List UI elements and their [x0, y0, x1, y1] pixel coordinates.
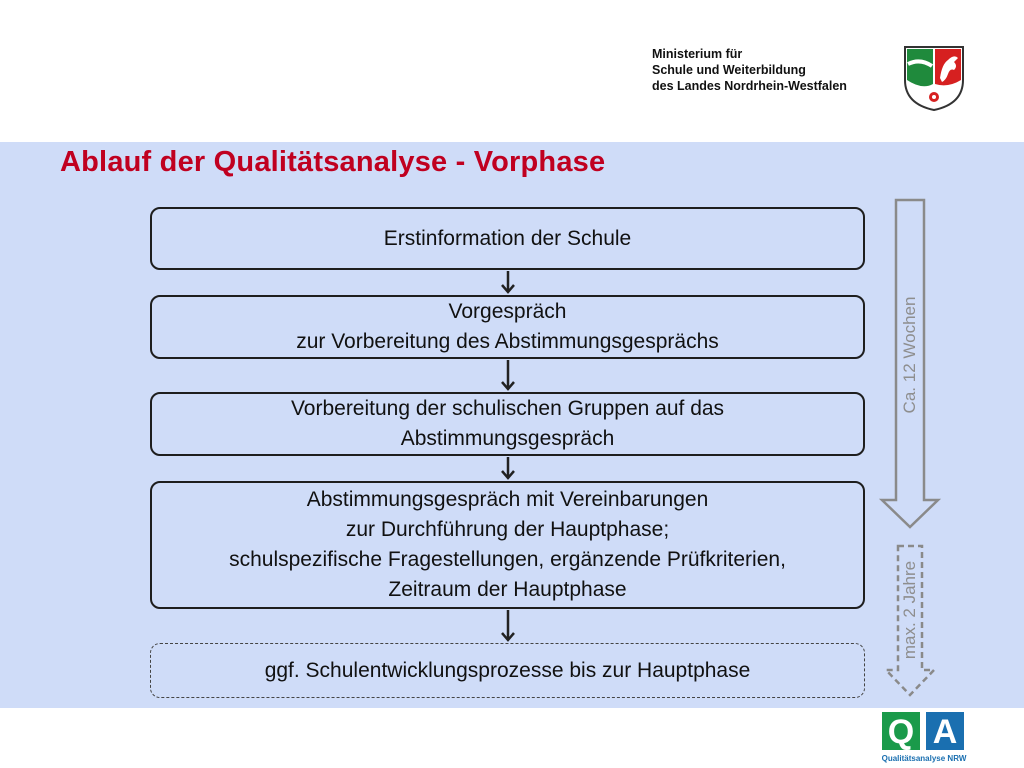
qa-logo-q: Q	[887, 713, 915, 751]
flow-step-text: Abstimmungsgespräch mit Vereinbarungen	[306, 488, 709, 511]
flow-step-text: ggf. Schulentwicklungsprozesse bis zur Hauptphase	[264, 658, 751, 682]
flow-step-text: Abstimmungsgespräch	[400, 427, 615, 450]
flow-step-text: Erstinformation der Schule	[383, 226, 632, 250]
flow-step-text: zur Vorbereitung des Abstimmungsgesprächs	[296, 330, 719, 353]
flow-step-text: Vorgespräch	[448, 300, 567, 323]
flow-step-text: zur Durchführung der Hauptphase;	[345, 518, 670, 541]
flow-step-text: Zeitraum der Hauptphase	[388, 578, 627, 601]
ministry-line-3: des Landes Nordrhein-Westfalen	[652, 79, 847, 93]
timeline-label-2-years: max. 2 Jahre	[900, 560, 919, 660]
slide-title: Ablauf der Qualitätsanalyse - Vorphase	[60, 146, 606, 178]
qa-logo-a: A	[932, 713, 958, 751]
flow-step-text: Vorbereitung der schulischen Gruppen auf das	[290, 397, 725, 420]
timeline-label-12-weeks: Ca. 12 Wochen	[900, 296, 919, 414]
ministry-line-1: Ministerium für	[652, 47, 743, 61]
flow-step-text: schulspezifische Fragestellungen, ergänzende Prüfkriterien,	[229, 548, 786, 571]
qa-logo-caption: Qualitätsanalyse NRW	[881, 754, 967, 763]
ministry-line-2: Schule und Weiterbildung	[652, 63, 806, 77]
